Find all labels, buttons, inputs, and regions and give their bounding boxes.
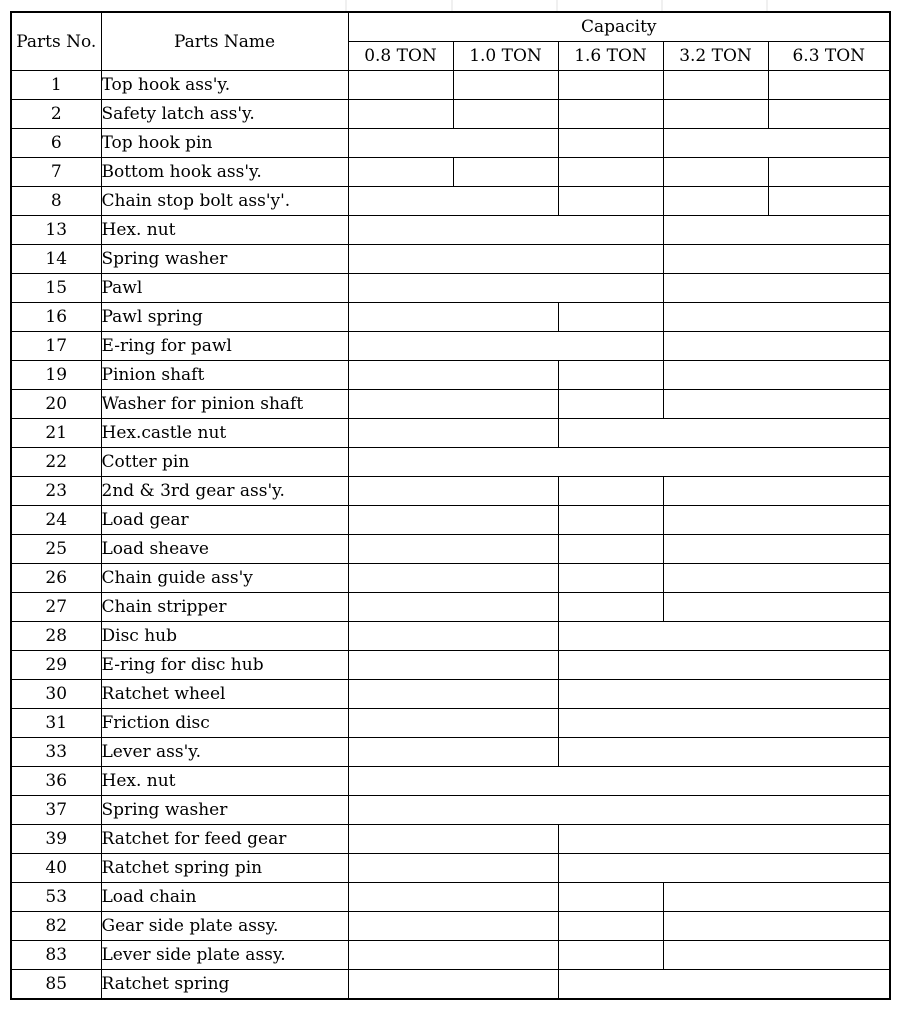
part-name-cell: Spring washer <box>101 796 348 825</box>
table-row <box>11 883 890 912</box>
capacity-cell <box>663 361 890 390</box>
capacity-cell <box>453 158 558 187</box>
table-row <box>11 970 890 1000</box>
ton-header-6-3: 6.3 TON <box>768 42 890 71</box>
part-name-cell: Spring washer <box>101 245 348 274</box>
parts-capacity-table <box>10 11 891 1000</box>
part-number-cell: 85 <box>11 970 101 1000</box>
capacity-cell <box>663 912 890 941</box>
capacity-cell <box>558 303 663 332</box>
capacity-cell <box>663 187 768 216</box>
capacity-cell <box>558 970 890 1000</box>
part-name-cell: Load sheave <box>101 535 348 564</box>
capacity-cell <box>558 564 663 593</box>
table-row <box>11 680 890 709</box>
part-number-cell: 26 <box>11 564 101 593</box>
capacity-cell <box>558 622 890 651</box>
table-row <box>11 912 890 941</box>
capacity-cell <box>348 796 890 825</box>
capacity-cell <box>348 767 890 796</box>
part-number-cell: 33 <box>11 738 101 767</box>
part-number-cell: 16 <box>11 303 101 332</box>
capacity-cell <box>558 158 663 187</box>
part-number-cell: 1 <box>11 71 101 100</box>
capacity-cell <box>348 622 558 651</box>
table-row <box>11 100 890 129</box>
capacity-cell <box>663 216 890 245</box>
capacity-cell <box>558 593 663 622</box>
capacity-cell <box>663 303 890 332</box>
part-name-cell: Hex.castle nut <box>101 419 348 448</box>
capacity-cell <box>663 564 890 593</box>
part-number-cell: 29 <box>11 651 101 680</box>
capacity-header: Capacity <box>348 12 890 42</box>
ton-header-0-8: 0.8 TON <box>348 42 453 71</box>
capacity-cell <box>558 941 663 970</box>
part-number-cell: 24 <box>11 506 101 535</box>
table-row <box>11 158 890 187</box>
table-row <box>11 709 890 738</box>
part-name-cell: Chain guide ass'y <box>101 564 348 593</box>
part-number-cell: 40 <box>11 854 101 883</box>
capacity-cell <box>663 129 890 158</box>
capacity-cell <box>663 274 890 303</box>
capacity-cell <box>558 390 663 419</box>
part-name-cell: Chain stripper <box>101 593 348 622</box>
capacity-cell <box>663 100 768 129</box>
part-number-cell: 6 <box>11 129 101 158</box>
part-name-cell: Load gear <box>101 506 348 535</box>
capacity-cell <box>348 361 558 390</box>
capacity-cell <box>348 883 558 912</box>
part-number-cell: 22 <box>11 448 101 477</box>
part-name-cell: Chain stop bolt ass'y'. <box>101 187 348 216</box>
capacity-cell <box>348 158 453 187</box>
capacity-cell <box>663 941 890 970</box>
capacity-cell <box>663 883 890 912</box>
part-number-cell: 8 <box>11 187 101 216</box>
capacity-cell <box>348 709 558 738</box>
capacity-cell <box>558 651 890 680</box>
part-name-cell: Disc hub <box>101 622 348 651</box>
capacity-cell <box>663 535 890 564</box>
capacity-cell <box>558 738 890 767</box>
part-number-cell: 36 <box>11 767 101 796</box>
capacity-cell <box>558 912 663 941</box>
part-number-cell: 30 <box>11 680 101 709</box>
capacity-cell <box>348 216 663 245</box>
capacity-cell <box>348 854 558 883</box>
table-row <box>11 129 890 158</box>
parts-no-header: Parts No. <box>11 12 101 71</box>
part-name-cell: Load chain <box>101 883 348 912</box>
capacity-cell <box>558 477 663 506</box>
part-number-cell: 21 <box>11 419 101 448</box>
capacity-cell <box>558 680 890 709</box>
table-row <box>11 593 890 622</box>
capacity-cell <box>558 535 663 564</box>
part-number-cell: 17 <box>11 332 101 361</box>
ton-header-3-2: 3.2 TON <box>663 42 768 71</box>
table-row <box>11 303 890 332</box>
capacity-cell <box>558 883 663 912</box>
part-number-cell: 13 <box>11 216 101 245</box>
capacity-cell <box>348 274 663 303</box>
table-row <box>11 390 890 419</box>
capacity-cell <box>348 941 558 970</box>
table-row <box>11 245 890 274</box>
capacity-cell <box>348 506 558 535</box>
part-name-cell: Bottom hook ass'y. <box>101 158 348 187</box>
part-number-cell: 27 <box>11 593 101 622</box>
capacity-cell <box>348 129 558 158</box>
capacity-cell <box>348 332 663 361</box>
part-name-cell: Pawl <box>101 274 348 303</box>
part-number-cell: 20 <box>11 390 101 419</box>
capacity-cell <box>348 593 558 622</box>
part-name-cell: Cotter pin <box>101 448 348 477</box>
part-name-cell: Ratchet spring pin <box>101 854 348 883</box>
capacity-cell <box>558 187 663 216</box>
part-name-cell: Ratchet spring <box>101 970 348 1000</box>
capacity-cell <box>663 332 890 361</box>
table-row <box>11 216 890 245</box>
capacity-cell <box>348 825 558 854</box>
table-row <box>11 738 890 767</box>
table-row <box>11 332 890 361</box>
capacity-cell <box>558 129 663 158</box>
capacity-cell <box>663 71 768 100</box>
parts-name-header: Parts Name <box>101 12 348 71</box>
table-row <box>11 767 890 796</box>
capacity-cell <box>348 100 453 129</box>
part-name-cell: Safety latch ass'y. <box>101 100 348 129</box>
capacity-cell <box>768 71 890 100</box>
capacity-cell <box>348 564 558 593</box>
table-row <box>11 564 890 593</box>
part-number-cell: 23 <box>11 477 101 506</box>
capacity-cell <box>663 477 890 506</box>
part-number-cell: 37 <box>11 796 101 825</box>
capacity-cell <box>558 854 890 883</box>
capacity-cell <box>453 100 558 129</box>
parts-rows <box>11 71 890 1000</box>
table-row <box>11 941 890 970</box>
part-name-cell: Top hook pin <box>101 129 348 158</box>
part-name-cell: Pinion shaft <box>101 361 348 390</box>
capacity-cell <box>768 187 890 216</box>
table-row <box>11 361 890 390</box>
part-name-cell: Hex. nut <box>101 767 348 796</box>
part-number-cell: 82 <box>11 912 101 941</box>
capacity-cell <box>348 912 558 941</box>
part-name-cell: Gear side plate assy. <box>101 912 348 941</box>
capacity-cell <box>663 390 890 419</box>
capacity-cell <box>348 738 558 767</box>
capacity-cell <box>558 825 890 854</box>
capacity-cell <box>663 245 890 274</box>
capacity-cell <box>348 71 453 100</box>
capacity-cell <box>558 100 663 129</box>
part-name-cell: 2nd & 3rd gear ass'y. <box>101 477 348 506</box>
part-number-cell: 53 <box>11 883 101 912</box>
capacity-cell <box>768 100 890 129</box>
part-number-cell: 83 <box>11 941 101 970</box>
table-row <box>11 477 890 506</box>
part-name-cell: Hex. nut <box>101 216 348 245</box>
table-row <box>11 535 890 564</box>
part-name-cell: Ratchet for feed gear <box>101 825 348 854</box>
capacity-cell <box>348 419 558 448</box>
table-row <box>11 854 890 883</box>
part-number-cell: 15 <box>11 274 101 303</box>
part-name-cell: Lever side plate assy. <box>101 941 348 970</box>
part-number-cell: 14 <box>11 245 101 274</box>
capacity-cell <box>348 970 558 1000</box>
capacity-cell <box>663 506 890 535</box>
part-name-cell: Ratchet wheel <box>101 680 348 709</box>
part-number-cell: 2 <box>11 100 101 129</box>
capacity-cell <box>348 390 558 419</box>
part-number-cell: 28 <box>11 622 101 651</box>
part-name-cell: E-ring for pawl <box>101 332 348 361</box>
capacity-cell <box>348 535 558 564</box>
table-row <box>11 506 890 535</box>
table-row <box>11 622 890 651</box>
capacity-cell <box>348 448 890 477</box>
capacity-cell <box>558 361 663 390</box>
capacity-cell <box>663 593 890 622</box>
part-name-cell: Top hook ass'y. <box>101 71 348 100</box>
part-number-cell: 7 <box>11 158 101 187</box>
table-row <box>11 651 890 680</box>
header-row-top <box>11 12 890 42</box>
capacity-cell <box>558 709 890 738</box>
part-name-cell: Washer for pinion shaft <box>101 390 348 419</box>
table-row <box>11 187 890 216</box>
part-name-cell: E-ring for disc hub <box>101 651 348 680</box>
ton-header-1-6: 1.6 TON <box>558 42 663 71</box>
capacity-cell <box>348 477 558 506</box>
part-name-cell: Lever ass'y. <box>101 738 348 767</box>
capacity-cell <box>663 158 768 187</box>
part-number-cell: 31 <box>11 709 101 738</box>
part-name-cell: Friction disc <box>101 709 348 738</box>
part-number-cell: 19 <box>11 361 101 390</box>
table-row <box>11 274 890 303</box>
capacity-cell <box>348 651 558 680</box>
ton-header-1-0: 1.0 TON <box>453 42 558 71</box>
capacity-cell <box>558 419 890 448</box>
capacity-cell <box>348 245 663 274</box>
part-number-cell: 25 <box>11 535 101 564</box>
part-name-cell: Pawl spring <box>101 303 348 332</box>
capacity-cell <box>453 71 558 100</box>
capacity-cell <box>558 506 663 535</box>
capacity-cell <box>348 303 558 332</box>
table-row <box>11 796 890 825</box>
table-row <box>11 825 890 854</box>
table-row <box>11 71 890 100</box>
table-row <box>11 448 890 477</box>
part-number-cell: 39 <box>11 825 101 854</box>
capacity-cell <box>558 71 663 100</box>
table-row <box>11 419 890 448</box>
capacity-cell <box>348 187 558 216</box>
capacity-cell <box>768 158 890 187</box>
capacity-cell <box>348 680 558 709</box>
